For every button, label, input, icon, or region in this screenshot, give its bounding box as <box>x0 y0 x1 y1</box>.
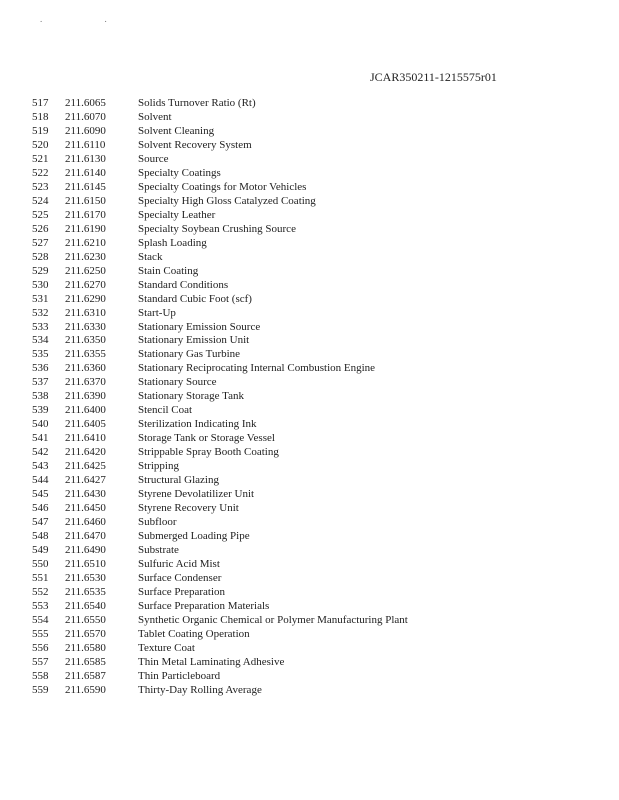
item-number: 533 <box>32 320 49 333</box>
defined-term: Surface Preparation <box>138 585 226 598</box>
section-number: 211.6170 <box>65 208 106 221</box>
section-number: 211.6355 <box>65 348 106 361</box>
list-item <box>0 181 619 195</box>
item-number: 517 <box>32 97 49 109</box>
section-number: 211.6570 <box>65 627 106 640</box>
list-item <box>0 376 619 390</box>
defined-term: Stencil Coat <box>138 404 193 417</box>
defined-term: Stripping <box>138 460 179 473</box>
defined-term: Source <box>138 152 169 165</box>
list-item <box>0 628 619 642</box>
defined-term: Stack <box>138 250 163 263</box>
defined-term: Specialty Coatings <box>138 166 221 179</box>
item-number: 534 <box>32 334 49 347</box>
section-number: 211.6065 <box>65 97 106 109</box>
list-item <box>0 223 619 237</box>
defined-term: Specialty Soybean Crushing Source <box>138 222 296 235</box>
list-item <box>0 195 619 209</box>
defined-term: Synthetic Organic Chemical or Polymer Manufacturing Plant <box>138 613 408 626</box>
list-item <box>0 334 619 348</box>
item-number: 551 <box>32 571 49 584</box>
section-number: 211.6270 <box>65 278 106 291</box>
list-item <box>0 600 619 614</box>
list-item <box>0 530 619 544</box>
section-number: 211.6410 <box>65 432 106 445</box>
item-number: 526 <box>32 222 49 235</box>
list-item <box>0 167 619 181</box>
defined-term: Subfloor <box>138 516 177 529</box>
list-item <box>0 362 619 376</box>
item-number: 519 <box>32 124 49 137</box>
item-number: 552 <box>32 585 49 598</box>
list-item <box>0 488 619 502</box>
section-number: 211.6090 <box>65 124 106 137</box>
defined-term: Specialty High Gloss Catalyzed Coating <box>138 194 316 207</box>
defined-term: Solids Turnover Ratio (Rt) <box>138 97 256 109</box>
list-item <box>0 516 619 530</box>
defined-term: Sterilization Indicating Ink <box>138 418 257 431</box>
item-number: 543 <box>32 460 49 473</box>
section-number: 211.6140 <box>65 166 106 179</box>
item-number: 558 <box>32 669 49 682</box>
item-number: 549 <box>32 544 49 556</box>
defined-term: Substrate <box>138 544 179 556</box>
definitions-list <box>0 97 619 698</box>
defined-term: Stationary Emission Unit <box>138 334 250 347</box>
item-number: 536 <box>32 362 49 375</box>
item-number: 540 <box>32 418 49 431</box>
section-number: 211.6530 <box>65 571 106 584</box>
section-number: 211.6427 <box>65 474 106 487</box>
section-number: 211.6350 <box>65 334 106 347</box>
list-item <box>0 656 619 670</box>
list-item <box>0 642 619 656</box>
item-number: 554 <box>32 613 49 626</box>
section-number: 211.6470 <box>65 530 106 543</box>
section-number: 211.6460 <box>65 516 106 529</box>
section-number: 211.6590 <box>65 683 106 696</box>
list-item <box>0 125 619 139</box>
section-number: 211.6587 <box>65 669 106 682</box>
list-item <box>0 265 619 279</box>
item-number: 521 <box>32 152 49 165</box>
defined-term: Solvent <box>138 110 172 123</box>
item-number: 559 <box>32 683 49 696</box>
item-number: 546 <box>32 502 49 515</box>
item-number: 539 <box>32 404 49 417</box>
list-item <box>0 404 619 418</box>
defined-term: Tablet Coating Operation <box>138 627 250 640</box>
list-item <box>0 544 619 558</box>
defined-term: Solvent Cleaning <box>138 124 215 137</box>
item-number: 520 <box>32 138 49 151</box>
list-item <box>0 139 619 153</box>
list-item <box>0 293 619 307</box>
defined-term: Stationary Reciprocating Internal Combustion Engine <box>138 362 376 375</box>
item-number: 524 <box>32 194 49 207</box>
item-number: 547 <box>32 516 49 529</box>
defined-term: Solvent Recovery System <box>138 138 252 151</box>
item-number: 523 <box>32 180 49 193</box>
list-item <box>0 97 619 111</box>
section-number: 211.6210 <box>65 236 106 249</box>
item-number: 522 <box>32 166 49 179</box>
section-number: 211.6230 <box>65 250 106 263</box>
section-number: 211.6360 <box>65 362 106 375</box>
defined-term: Texture Coat <box>138 641 195 654</box>
section-number: 211.6330 <box>65 320 106 333</box>
defined-term: Start-Up <box>138 306 176 319</box>
item-number: 545 <box>32 488 49 501</box>
item-number: 556 <box>32 641 49 654</box>
section-number: 211.6290 <box>65 292 106 305</box>
section-number: 211.6490 <box>65 544 106 556</box>
item-number: 518 <box>32 110 49 123</box>
list-item <box>0 572 619 586</box>
defined-term: Specialty Leather <box>138 208 216 221</box>
list-item <box>0 348 619 362</box>
section-number: 211.6250 <box>65 264 106 277</box>
item-number: 550 <box>32 557 49 570</box>
section-number: 211.6510 <box>65 557 106 570</box>
list-item <box>0 446 619 460</box>
section-number: 211.6430 <box>65 488 106 501</box>
list-item <box>0 586 619 600</box>
item-number: 548 <box>32 530 49 543</box>
defined-term: Stain Coating <box>138 264 199 277</box>
list-item <box>0 460 619 474</box>
list-item <box>0 670 619 684</box>
item-number: 528 <box>32 250 49 263</box>
defined-term: Stationary Storage Tank <box>138 390 244 403</box>
corner-marks: . . <box>40 14 137 24</box>
defined-term: Submerged Loading Pipe <box>138 530 250 543</box>
list-item <box>0 474 619 488</box>
item-number: 529 <box>32 264 49 277</box>
list-item <box>0 614 619 628</box>
item-number: 535 <box>32 348 49 361</box>
defined-term: Surface Preparation Materials <box>138 599 270 612</box>
defined-term: Styrene Devolatilizer Unit <box>138 488 255 501</box>
defined-term: Thin Particleboard <box>138 669 221 682</box>
list-item <box>0 502 619 516</box>
section-number: 211.6405 <box>65 418 106 431</box>
item-number: 555 <box>32 627 49 640</box>
section-number: 211.6450 <box>65 502 106 515</box>
item-number: 557 <box>32 655 49 668</box>
section-number: 211.6130 <box>65 152 106 165</box>
section-number: 211.6540 <box>65 599 106 612</box>
item-number: 525 <box>32 208 49 221</box>
defined-term: Thirty-Day Rolling Average <box>138 683 262 696</box>
defined-term: Structural Glazing <box>138 474 219 487</box>
defined-term: Storage Tank or Storage Vessel <box>138 432 275 445</box>
defined-term: Stationary Emission Source <box>138 320 261 333</box>
document-id: JCAR350211-1215575r01 <box>370 70 497 84</box>
list-item <box>0 321 619 335</box>
defined-term: Strippable Spray Booth Coating <box>138 446 279 459</box>
defined-term: Stationary Gas Turbine <box>138 348 241 361</box>
item-number: 537 <box>32 376 49 389</box>
section-number: 211.6310 <box>65 306 106 319</box>
list-item <box>0 390 619 404</box>
defined-term: Styrene Recovery Unit <box>138 502 239 515</box>
section-number: 211.6190 <box>65 222 106 235</box>
section-number: 211.6580 <box>65 641 106 654</box>
item-number: 538 <box>32 390 49 403</box>
section-number: 211.6390 <box>65 390 106 403</box>
list-item <box>0 251 619 265</box>
defined-term: Surface Condenser <box>138 571 222 584</box>
section-number: 211.6150 <box>65 194 106 207</box>
item-number: 530 <box>32 278 49 291</box>
defined-term: Splash Loading <box>138 236 207 249</box>
section-number: 211.6145 <box>65 180 106 193</box>
list-item <box>0 307 619 321</box>
section-number: 211.6110 <box>65 138 106 151</box>
defined-term: Sulfuric Acid Mist <box>138 557 220 570</box>
list-item <box>0 558 619 572</box>
list-item <box>0 111 619 125</box>
item-number: 542 <box>32 446 49 459</box>
item-number: 541 <box>32 432 49 445</box>
section-number: 211.6425 <box>65 460 106 473</box>
list-item <box>0 684 619 698</box>
list-item <box>0 209 619 223</box>
section-number: 211.6400 <box>65 404 106 417</box>
list-item <box>0 279 619 293</box>
section-number: 211.6550 <box>65 613 106 626</box>
list-item <box>0 237 619 251</box>
list-item <box>0 153 619 167</box>
item-number: 531 <box>32 292 49 305</box>
section-number: 211.6585 <box>65 655 106 668</box>
section-number: 211.6070 <box>65 110 106 123</box>
list-item <box>0 418 619 432</box>
item-number: 532 <box>32 306 49 319</box>
defined-term: Specialty Coatings for Motor Vehicles <box>138 180 307 193</box>
section-number: 211.6535 <box>65 585 106 598</box>
list-item <box>0 432 619 446</box>
item-number: 544 <box>32 474 49 487</box>
item-number: 527 <box>32 236 49 249</box>
section-number: 211.6370 <box>65 376 106 389</box>
defined-term: Stationary Source <box>138 376 217 389</box>
item-number: 553 <box>32 599 49 612</box>
defined-term: Thin Metal Laminating Adhesive <box>138 655 285 668</box>
defined-term: Standard Cubic Foot (scf) <box>138 292 252 305</box>
defined-term: Standard Conditions <box>138 278 229 291</box>
section-number: 211.6420 <box>65 446 106 459</box>
